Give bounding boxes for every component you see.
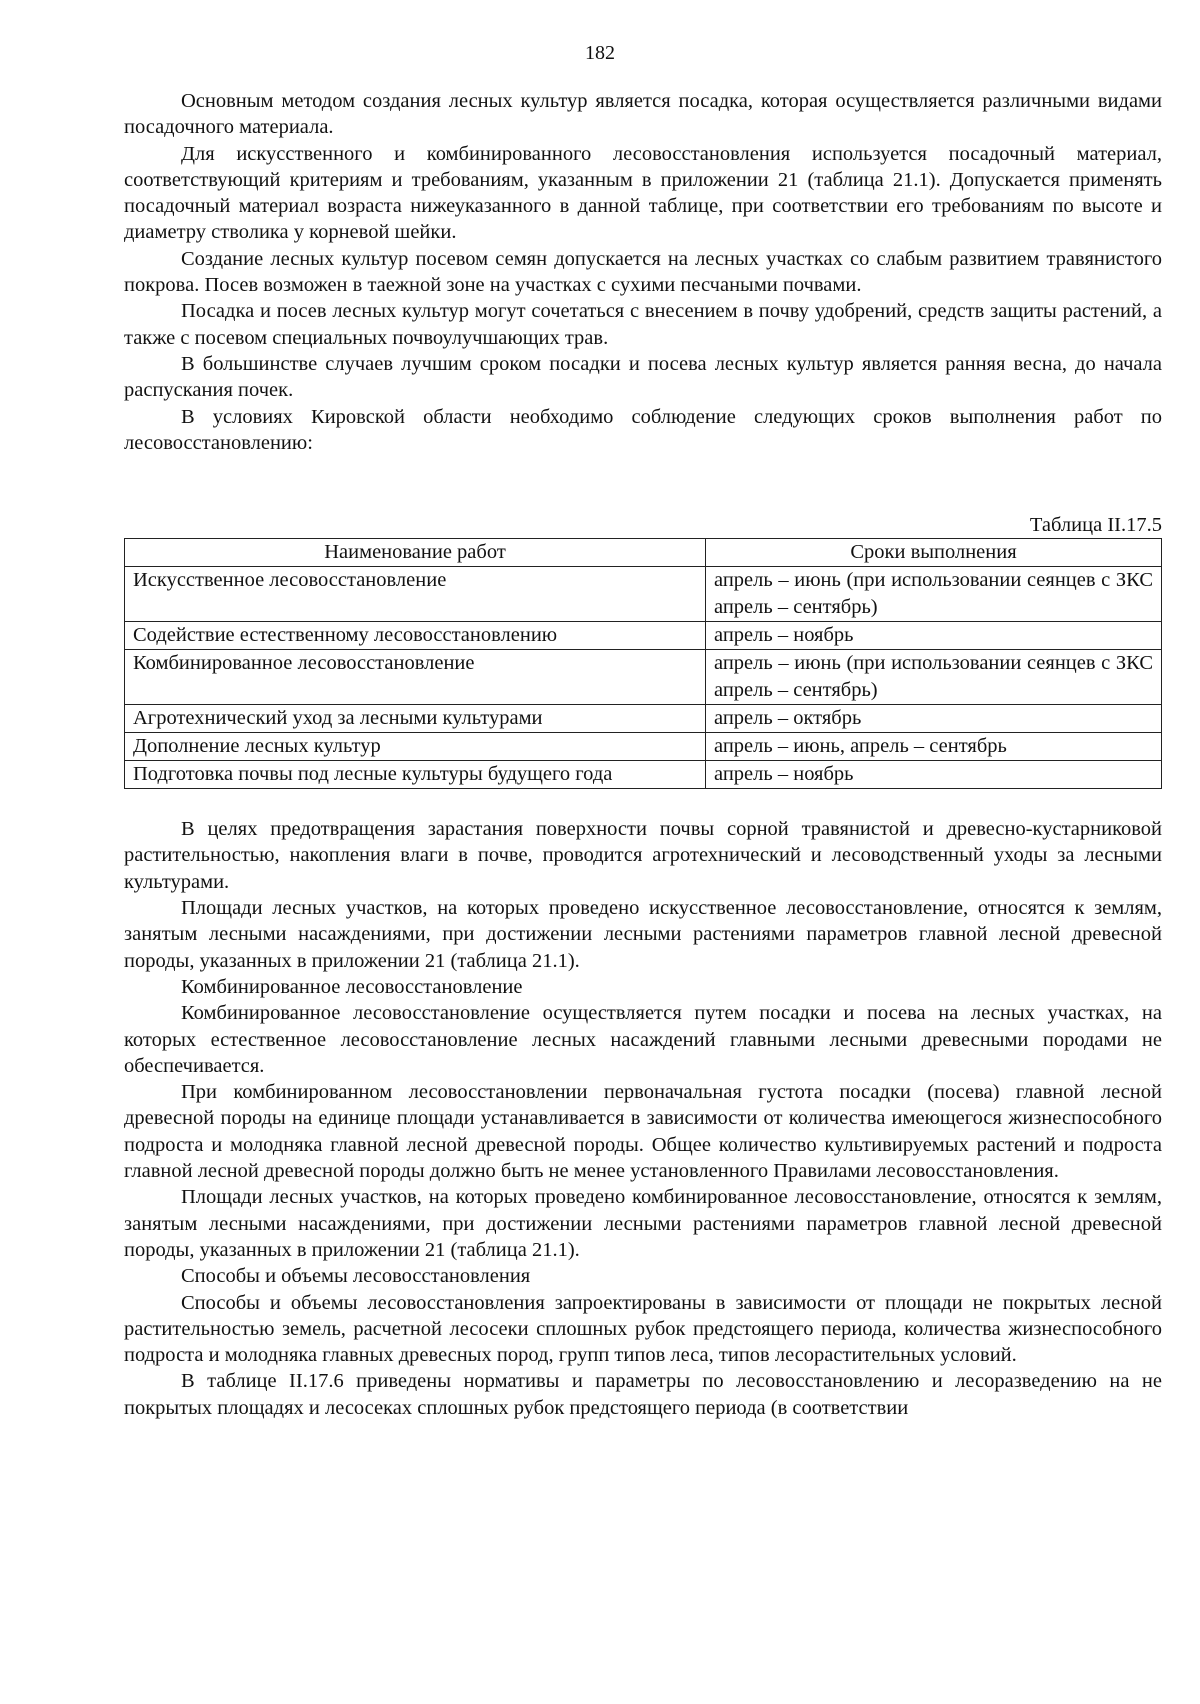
table-row [125, 733, 1162, 761]
table-row [125, 567, 1162, 622]
period-cell: апрель – октябрь [706, 705, 1162, 733]
paragraph: Создание лесных культур посевом семян допускается на лесных участках со слабым развитием травянистого покрова. Посев возможен в таежной зоне на участках с сухими песчаными почвами. [124, 247, 1162, 297]
work-name-cell: Искусственное лесовосстановление [125, 567, 706, 622]
work-name-cell: Комбинированное лесовосстановление [125, 650, 706, 705]
paragraph: Комбинированное лесовосстановление осуществляется путем посадки и посева на лесных участках, на которых естественное лесовосстановление лесных насаждений главными лесными древесными породами не обеспечивается. [124, 1002, 1162, 1077]
paragraph: Основным методом создания лесных культур является посадка, которая осуществляется различными видами посадочного материала. [124, 90, 1162, 139]
paragraph: В большинстве случаев лучшим сроком посадки и посева лесных культур является ранняя весна, до начала распускания почек. [124, 352, 1162, 402]
work-name-cell: Подготовка почвы под лесные культуры будущего года [125, 761, 706, 789]
works-schedule-table [124, 538, 1162, 789]
paragraph: Площади лесных участков, на которых проведено искусственное лесовосстановление, относятся к землям, занятым лесными насаждениями, при достижении лесными растениями параметров главной лесной древесной породы, указанных в приложении 21 (таблица 21.1). [124, 897, 1162, 972]
paragraph: При комбинированном лесовосстановлении первоначальная густота посадки (посева) главной лесной древесной породы на единице площади устанавливается в зависимости от количества имеющегося жизнеспособного подроста и молодняка главной лесной древесной породы. Общее количество культивируемых растений и подроста главной лесной древесной породы должно быть не менее установленного Правилами лесовосстановления. [124, 1081, 1162, 1183]
paragraph: В целях предотвращения зарастания поверхности почвы сорной травянистой и древесно-кустарниковой растительностью, накопления влаги в почве, проводится агротехнический и лесоводственный уходы за лесными культурами. [124, 818, 1162, 893]
paragraph: Для искусственного и комбинированного лесовосстановления используется посадочный материал, соответствующий критериям и требованиям, указанным в приложении 21 (таблица 21.1). Допускается применять посадочный материал возраста нижеуказанного в данной таблице, при соответствии его требованиям по высоте и диаметру стволика у корневой шейки. [124, 142, 1162, 244]
table-header-row [125, 539, 1162, 567]
paragraph: В условиях Кировской области необходимо соблюдение следующих сроков выполнения работ по лесовосстановлению: [124, 405, 1162, 454]
period-cell: апрель – ноябрь [706, 622, 1162, 650]
work-name-cell: Дополнение лесных культур [125, 733, 706, 761]
column-header-period: Сроки выполнения [706, 539, 1162, 567]
table-row [125, 705, 1162, 733]
table-caption: Таблица II.17.5 [1029, 514, 1162, 537]
page-number: 182 [585, 42, 615, 64]
column-header-work: Наименование работ [125, 539, 706, 567]
section-heading-combined: Комбинированное лесовосстановление [181, 975, 523, 998]
table-row [125, 650, 1162, 705]
paragraph: Посадка и посев лесных культур могут сочетаться с внесением в почву удобрений, средств защиты растений, а также с посевом специальных почвоулучшающих трав. [124, 300, 1162, 349]
paragraph: Площади лесных участков, на которых проведено комбинированное лесовосстановление, относятся к землям, занятым лесными насаждениями, при достижении лесными растениями параметров главной лесной древесной породы, указанных в приложении 21 (таблица 21.1). [124, 1186, 1162, 1261]
section-heading-methods: Способы и объемы лесовосстановления [181, 1265, 531, 1288]
period-cell: апрель – июнь (при использовании сеянцев с ЗКС апрель – сентябрь) [706, 567, 1162, 622]
work-name-cell: Агротехнический уход за лесными культурами [125, 705, 706, 733]
table-row [125, 622, 1162, 650]
work-name-cell: Содействие естественному лесовосстановлению [125, 622, 706, 650]
paragraph: В таблице II.17.6 приведены нормативы и параметры по лесовосстановлению и лесоразведению на не покрытых площадях и лесосеках сплошных рубок предстоящего периода (в соответствии [124, 1370, 1162, 1419]
table-row [125, 761, 1162, 789]
period-cell: апрель – ноябрь [706, 761, 1162, 789]
after-table-block [124, 816, 1162, 974]
period-cell: апрель – июнь, апрель – сентябрь [706, 733, 1162, 761]
paragraph: Способы и объемы лесовосстановления запроектированы в зависимости от площади не покрытых лесной растительностью земель, расчетной лесосеки сплошных рубок предстоящего периода, количества жизнеспособного подроста и молодняка главных древесных пород, групп типов леса, типов лесорастительных условий. [124, 1291, 1162, 1367]
period-cell: апрель – июнь (при использовании сеянцев с ЗКС апрель – сентябрь) [706, 650, 1162, 705]
page-content [124, 88, 1162, 1421]
